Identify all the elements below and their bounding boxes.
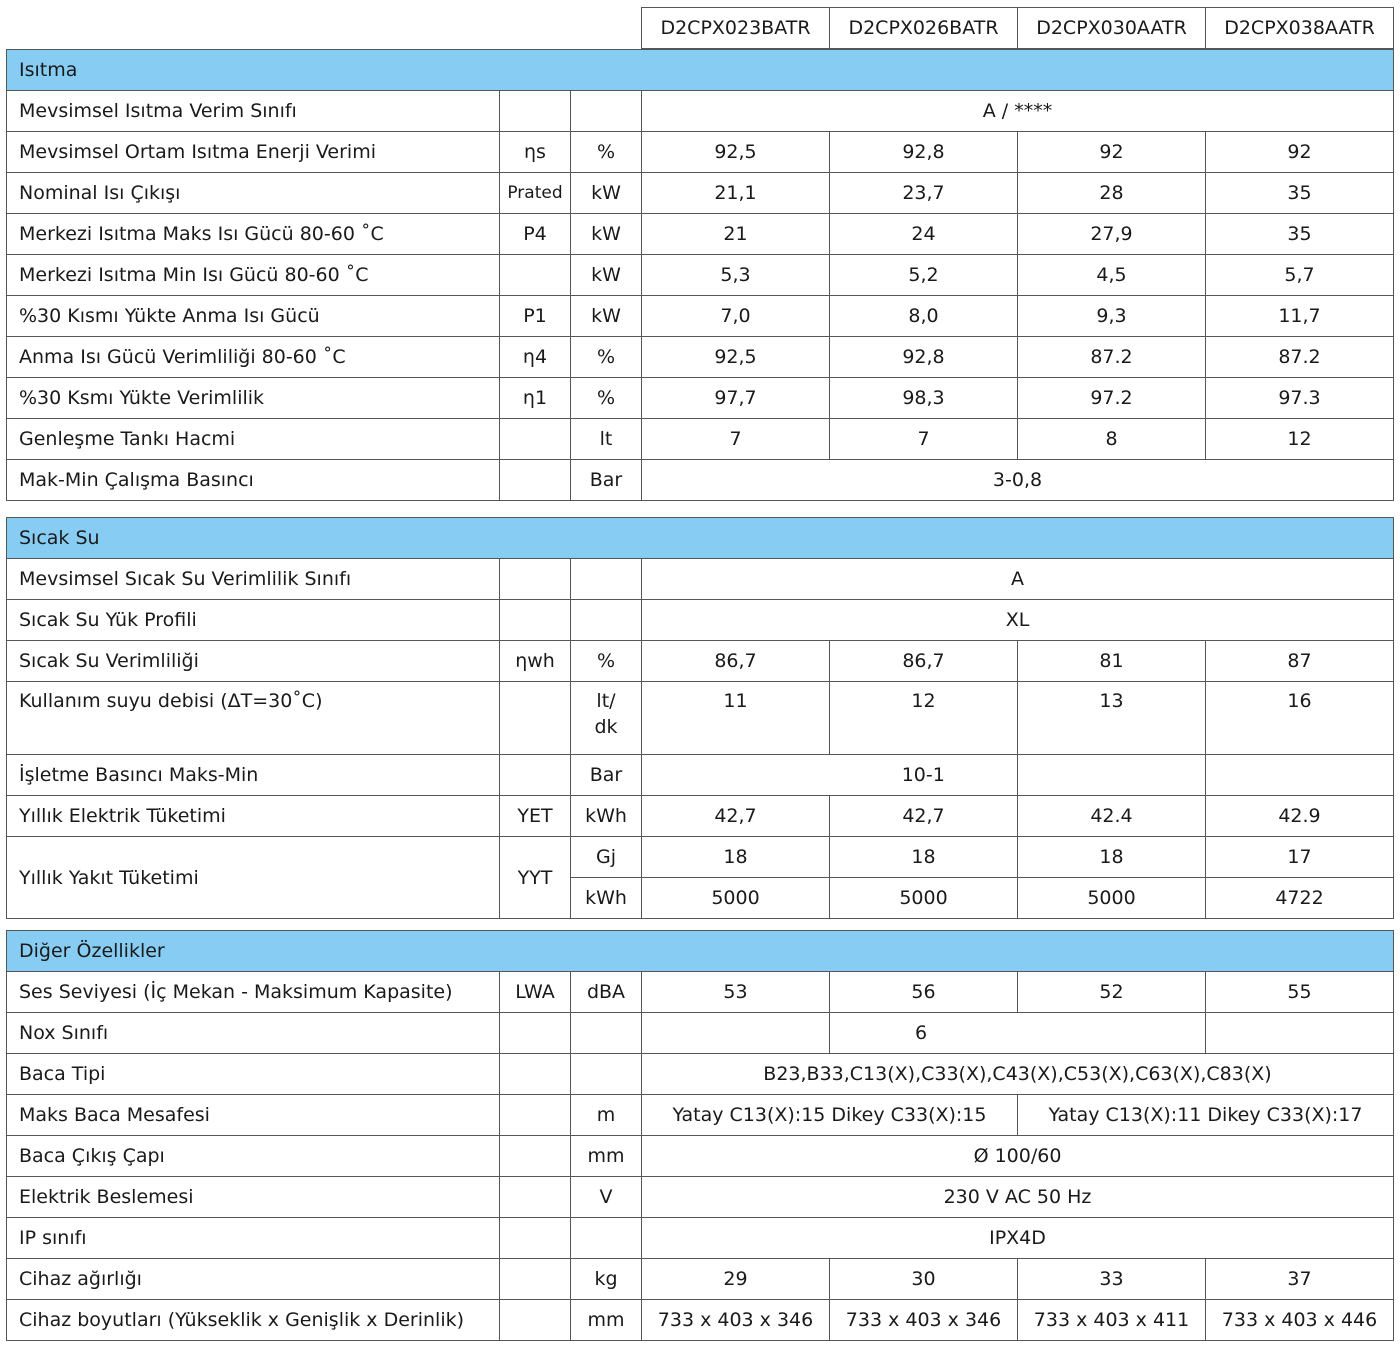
cell-value: 5000 — [830, 878, 1018, 919]
row-label: Elektrik Beslemesi — [7, 1177, 500, 1218]
row-unit: % — [571, 641, 642, 682]
table-row — [7, 1095, 1394, 1136]
cell-value: 5000 — [642, 878, 830, 919]
table-row — [7, 132, 1394, 173]
heating-table — [6, 49, 1394, 501]
row-unit: kW — [571, 214, 642, 255]
cell-value: 56 — [830, 972, 1018, 1013]
cell-value: 53 — [642, 972, 830, 1013]
cell-value: 733 x 403 x 346 — [642, 1300, 830, 1341]
row-unit: % — [571, 337, 642, 378]
table-row — [7, 91, 1394, 132]
table-row — [7, 1218, 1394, 1259]
row-label: %30 Kısmı Yükte Anma Isı Gücü — [7, 296, 500, 337]
unit-line: lt/ — [596, 690, 616, 712]
row-label: Sıcak Su Yük Profili — [7, 600, 500, 641]
cell-value: 37 — [1206, 1259, 1394, 1300]
row-unit: mm — [571, 1136, 642, 1177]
table-row — [7, 296, 1394, 337]
row-value: B23,B33,C13(X),C33(X),C43(X),C53(X),C63(X),C83(X) — [642, 1054, 1394, 1095]
row-value: 230 V AC 50 Hz — [642, 1177, 1394, 1218]
row-unit: % — [571, 132, 642, 173]
cell-value: 81 — [1018, 641, 1206, 682]
row-unit: kW — [571, 173, 642, 214]
model-header-row — [642, 8, 1394, 49]
row-value-text: 6 — [915, 1022, 928, 1044]
row-label: Nominal Isı Çıkışı — [7, 173, 500, 214]
section-title: Isıtma — [7, 50, 1394, 91]
table-row — [7, 1054, 1394, 1095]
row-label: Mak-Min Çalışma Basıncı — [7, 460, 500, 501]
row-value: A / **** — [642, 91, 1394, 132]
table-row — [7, 600, 1394, 641]
model-header-table — [641, 7, 1394, 49]
row-label: Mevsimsel Sıcak Su Verimlilik Sınıfı — [7, 559, 500, 600]
row-label: Maks Baca Mesafesi — [7, 1095, 500, 1136]
row-value: 10-1 — [830, 755, 1018, 796]
table-row — [7, 796, 1394, 837]
cell-value: 8 — [1018, 419, 1206, 460]
cell-value: 4,5 — [1018, 255, 1206, 296]
table-row — [7, 460, 1394, 501]
model-name: D2CPX038AATR — [1206, 8, 1394, 49]
row-unit: kg — [571, 1259, 642, 1300]
cell-value: 92,5 — [642, 337, 830, 378]
row-symbol: LWA — [500, 972, 571, 1013]
cell-value: 7,0 — [642, 296, 830, 337]
cell-value: 92,8 — [830, 337, 1018, 378]
cell-value: 42,7 — [642, 796, 830, 837]
row-unit: kWh — [571, 878, 642, 919]
table-row — [7, 337, 1394, 378]
cell-value: 35 — [1206, 214, 1394, 255]
cell-value: 7 — [830, 419, 1018, 460]
cell-value: 97,7 — [642, 378, 830, 419]
table-row — [7, 837, 1394, 878]
row-symbol: ηs — [500, 132, 571, 173]
row-label: %30 Ksmı Yükte Verimlilik — [7, 378, 500, 419]
row-label: Merkezi Isıtma Min Isı Gücü 80-60 ˚C — [7, 255, 500, 296]
row-unit: Gj — [571, 837, 642, 878]
table-row — [7, 1300, 1394, 1341]
cell-value: 9,3 — [1018, 296, 1206, 337]
table-row — [7, 1259, 1394, 1300]
row-value — [830, 1013, 1206, 1054]
cell-value: 35 — [1206, 173, 1394, 214]
table-row — [7, 419, 1394, 460]
table-row — [7, 255, 1394, 296]
row-label: İşletme Basıncı Maks-Min — [7, 755, 500, 796]
row-label: Cihaz ağırlığı — [7, 1259, 500, 1300]
cell-value: 5000 — [1018, 878, 1206, 919]
model-name: D2CPX030AATR — [1018, 8, 1206, 49]
row-value: Yatay C13(X):11 Dikey C33(X):17 — [1018, 1095, 1394, 1136]
cell-value: 23,7 — [830, 173, 1018, 214]
row-unit: m — [571, 1095, 642, 1136]
cell-value: 7 — [642, 419, 830, 460]
cell-value: 86,7 — [830, 641, 1018, 682]
row-symbol: η4 — [500, 337, 571, 378]
row-unit — [571, 682, 642, 755]
row-unit: V — [571, 1177, 642, 1218]
row-symbol: YET — [500, 796, 571, 837]
row-label: Mevsimsel Isıtma Verim Sınıfı — [7, 91, 500, 132]
cell-value: 52 — [1018, 972, 1206, 1013]
table-row — [7, 559, 1394, 600]
row-label: Yıllık Elektrik Tüketimi — [7, 796, 500, 837]
cell-value: 87.2 — [1018, 337, 1206, 378]
cell-value: 5,7 — [1206, 255, 1394, 296]
section-title: Sıcak Su — [7, 518, 1394, 559]
section-title: Diğer Özellikler — [7, 931, 1394, 972]
table-row — [7, 682, 1394, 755]
cell-value: 18 — [1018, 837, 1206, 878]
row-unit: kWh — [571, 796, 642, 837]
cell-value: 5,2 — [830, 255, 1018, 296]
cell-value: 42.4 — [1018, 796, 1206, 837]
table-row — [7, 972, 1394, 1013]
row-value: Yatay C13(X):15 Dikey C33(X):15 — [642, 1095, 1018, 1136]
row-label: Anma Isı Gücü Verimliliği 80-60 ˚C — [7, 337, 500, 378]
cell-value: 16 — [1206, 682, 1394, 755]
cell-value: 42.9 — [1206, 796, 1394, 837]
row-symbol: ηwh — [500, 641, 571, 682]
row-symbol: P4 — [500, 214, 571, 255]
cell-value: 92,8 — [830, 132, 1018, 173]
cell-value: 5,3 — [642, 255, 830, 296]
table-row — [7, 378, 1394, 419]
cell-value: 13 — [1018, 682, 1206, 755]
cell-value: 87.2 — [1206, 337, 1394, 378]
cell-value: 18 — [642, 837, 830, 878]
table-row — [7, 173, 1394, 214]
row-symbol: η1 — [500, 378, 571, 419]
cell-value: 86,7 — [642, 641, 830, 682]
row-unit: Bar — [571, 460, 642, 501]
row-label: Baca Çıkış Çapı — [7, 1136, 500, 1177]
hot-water-table — [6, 517, 1394, 919]
cell-value: 29 — [642, 1259, 830, 1300]
row-value: A — [642, 559, 1394, 600]
row-label: Genleşme Tankı Hacmi — [7, 419, 500, 460]
row-unit: % — [571, 378, 642, 419]
cell-value: 733 x 403 x 446 — [1206, 1300, 1394, 1341]
row-value: 3-0,8 — [642, 460, 1394, 501]
row-label: Merkezi Isıtma Maks Isı Gücü 80-60 ˚C — [7, 214, 500, 255]
cell-value: 4722 — [1206, 878, 1394, 919]
cell-value: 17 — [1206, 837, 1394, 878]
row-label: Baca Tipi — [7, 1054, 500, 1095]
cell-value: 11,7 — [1206, 296, 1394, 337]
cell-value: 55 — [1206, 972, 1394, 1013]
row-value: XL — [642, 600, 1394, 641]
row-unit: dBA — [571, 972, 642, 1013]
row-label: Yıllık Yakıt Tüketimi — [7, 837, 500, 919]
section-header-hot-water — [7, 518, 1394, 559]
row-symbol: P1 — [500, 296, 571, 337]
cell-value: 733 x 403 x 411 — [1018, 1300, 1206, 1341]
section-header-heating — [7, 50, 1394, 91]
cell-value: 87 — [1206, 641, 1394, 682]
cell-value: 28 — [1018, 173, 1206, 214]
row-label: Ses Seviyesi (İç Mekan - Maksimum Kapasite) — [7, 972, 500, 1013]
cell-value: 21,1 — [642, 173, 830, 214]
table-row — [7, 1136, 1394, 1177]
unit-line: dk — [594, 716, 618, 738]
row-label: Cihaz boyutları (Yükseklik x Genişlik x Derinlik) — [7, 1300, 500, 1341]
cell-value: 12 — [1206, 419, 1394, 460]
cell-value: 97.2 — [1018, 378, 1206, 419]
cell-value: 18 — [830, 837, 1018, 878]
row-value: Ø 100/60 — [642, 1136, 1394, 1177]
table-row — [7, 641, 1394, 682]
table-row — [7, 1177, 1394, 1218]
row-unit: lt — [571, 419, 642, 460]
cell-value: 42,7 — [830, 796, 1018, 837]
model-name: D2CPX023BATR — [642, 8, 830, 49]
table-row — [7, 1013, 1394, 1054]
cell-value: 24 — [830, 214, 1018, 255]
other-specs-table — [6, 930, 1394, 1341]
row-symbol: YYT — [500, 837, 571, 919]
cell-value: 8,0 — [830, 296, 1018, 337]
table-row — [7, 214, 1394, 255]
row-unit: kW — [571, 296, 642, 337]
section-header-other — [7, 931, 1394, 972]
cell-value: 33 — [1018, 1259, 1206, 1300]
cell-value: 21 — [642, 214, 830, 255]
row-label: IP sınıfı — [7, 1218, 500, 1259]
row-label: Nox Sınıfı — [7, 1013, 500, 1054]
row-label: Sıcak Su Verimliliği — [7, 641, 500, 682]
cell-value: 92 — [1206, 132, 1394, 173]
row-unit: Bar — [571, 755, 642, 796]
row-label: Kullanım suyu debisi (ΔT=30˚C) — [7, 682, 500, 755]
row-value: IPX4D — [642, 1218, 1394, 1259]
row-unit: mm — [571, 1300, 642, 1341]
cell-value: 97.3 — [1206, 378, 1394, 419]
cell-value: 30 — [830, 1259, 1018, 1300]
row-label: Mevsimsel Ortam Isıtma Enerji Verimi — [7, 132, 500, 173]
cell-value: 11 — [642, 682, 830, 755]
row-symbol: Prated — [500, 173, 571, 214]
cell-value: 733 x 403 x 346 — [830, 1300, 1018, 1341]
cell-value: 92 — [1018, 132, 1206, 173]
cell-value: 12 — [830, 682, 1018, 755]
cell-value: 98,3 — [830, 378, 1018, 419]
model-name: D2CPX026BATR — [830, 8, 1018, 49]
cell-value: 27,9 — [1018, 214, 1206, 255]
row-unit: kW — [571, 255, 642, 296]
table-row — [7, 755, 1394, 796]
cell-value: 92,5 — [642, 132, 830, 173]
